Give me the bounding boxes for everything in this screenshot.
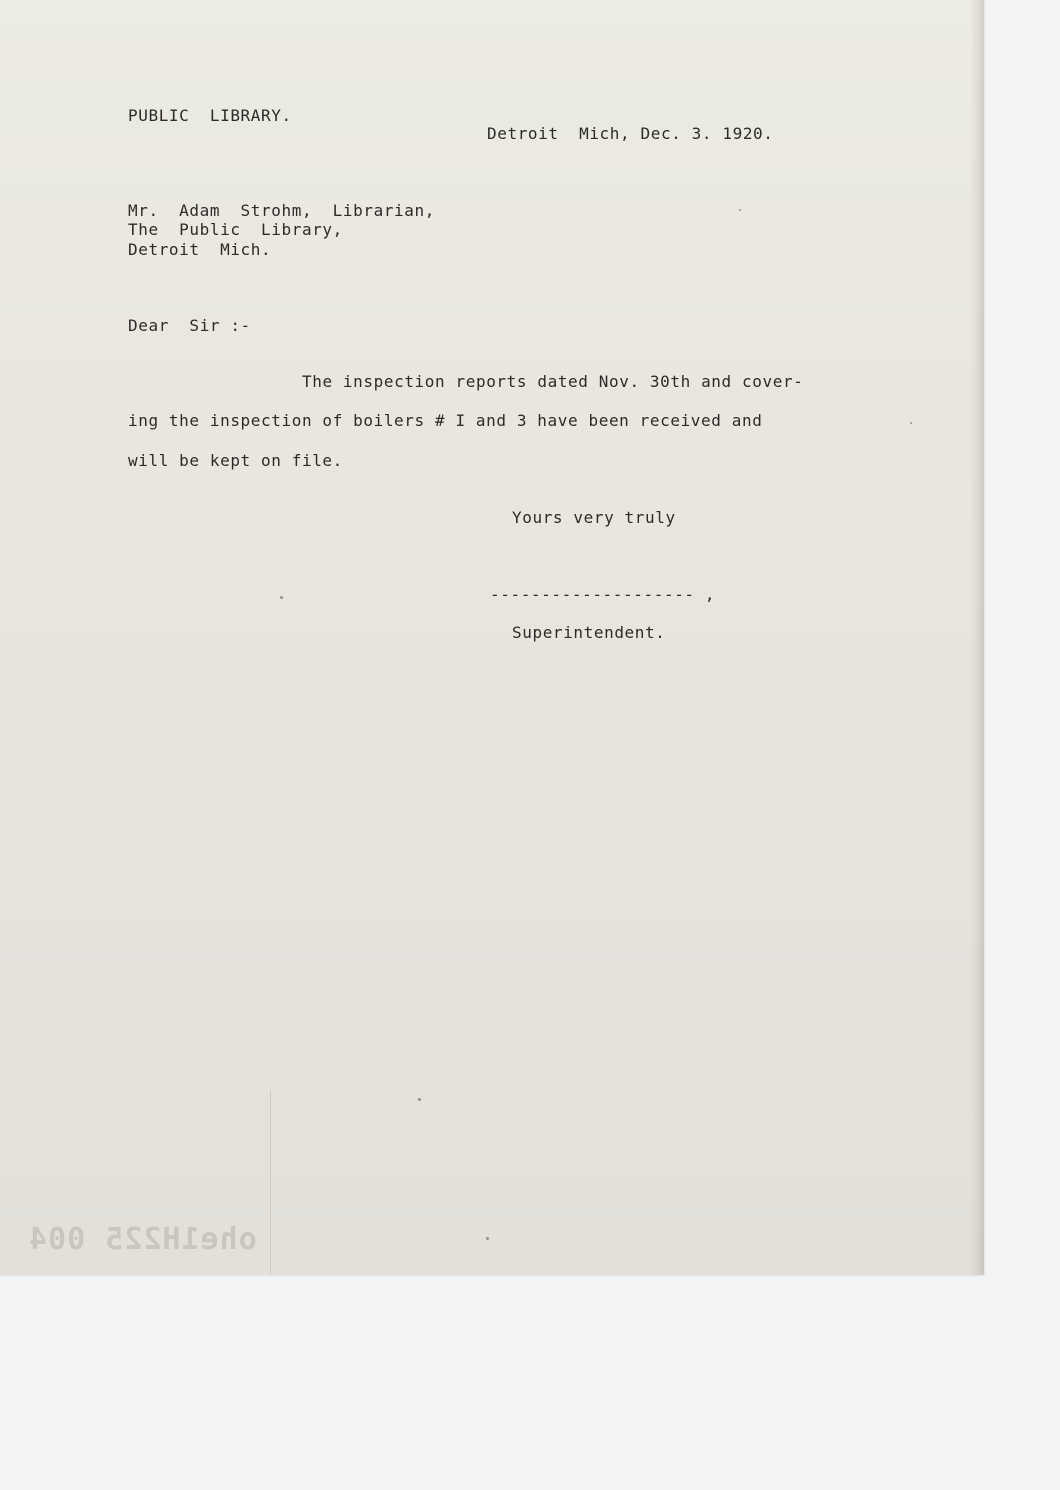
body-line-3: will be kept on file. [128,451,343,470]
paper-speck [739,209,741,211]
letter-date-line: Detroit Mich, Dec. 3. 1920. [487,124,774,143]
salutation: Dear Sir :- [128,316,251,335]
complimentary-closing: Yours very truly [512,508,676,527]
paper-edge-shadow [970,0,984,1275]
paper-speck [486,1237,489,1240]
body-line-1: The inspection reports dated Nov. 30th and cover- [302,372,804,391]
signature-title: Superintendent. [512,623,666,642]
paper-crease [270,1090,271,1275]
recipient-organization: The Public Library, [128,220,343,239]
recipient-city: Detroit Mich. [128,240,272,259]
paper-speck [280,596,283,599]
signature-line: -------------------- , [490,585,716,604]
letterhead-organization: PUBLIC LIBRARY. [128,106,292,125]
recipient-name: Mr. Adam Strohm, Librarian, [128,201,435,220]
archive-stamp-bleedthrough: ohe1H225 004 [28,1222,257,1257]
paper-speck [910,422,912,424]
body-line-2: ing the inspection of boilers # I and 3 have been received and [128,411,763,430]
paper-speck [418,1098,421,1101]
